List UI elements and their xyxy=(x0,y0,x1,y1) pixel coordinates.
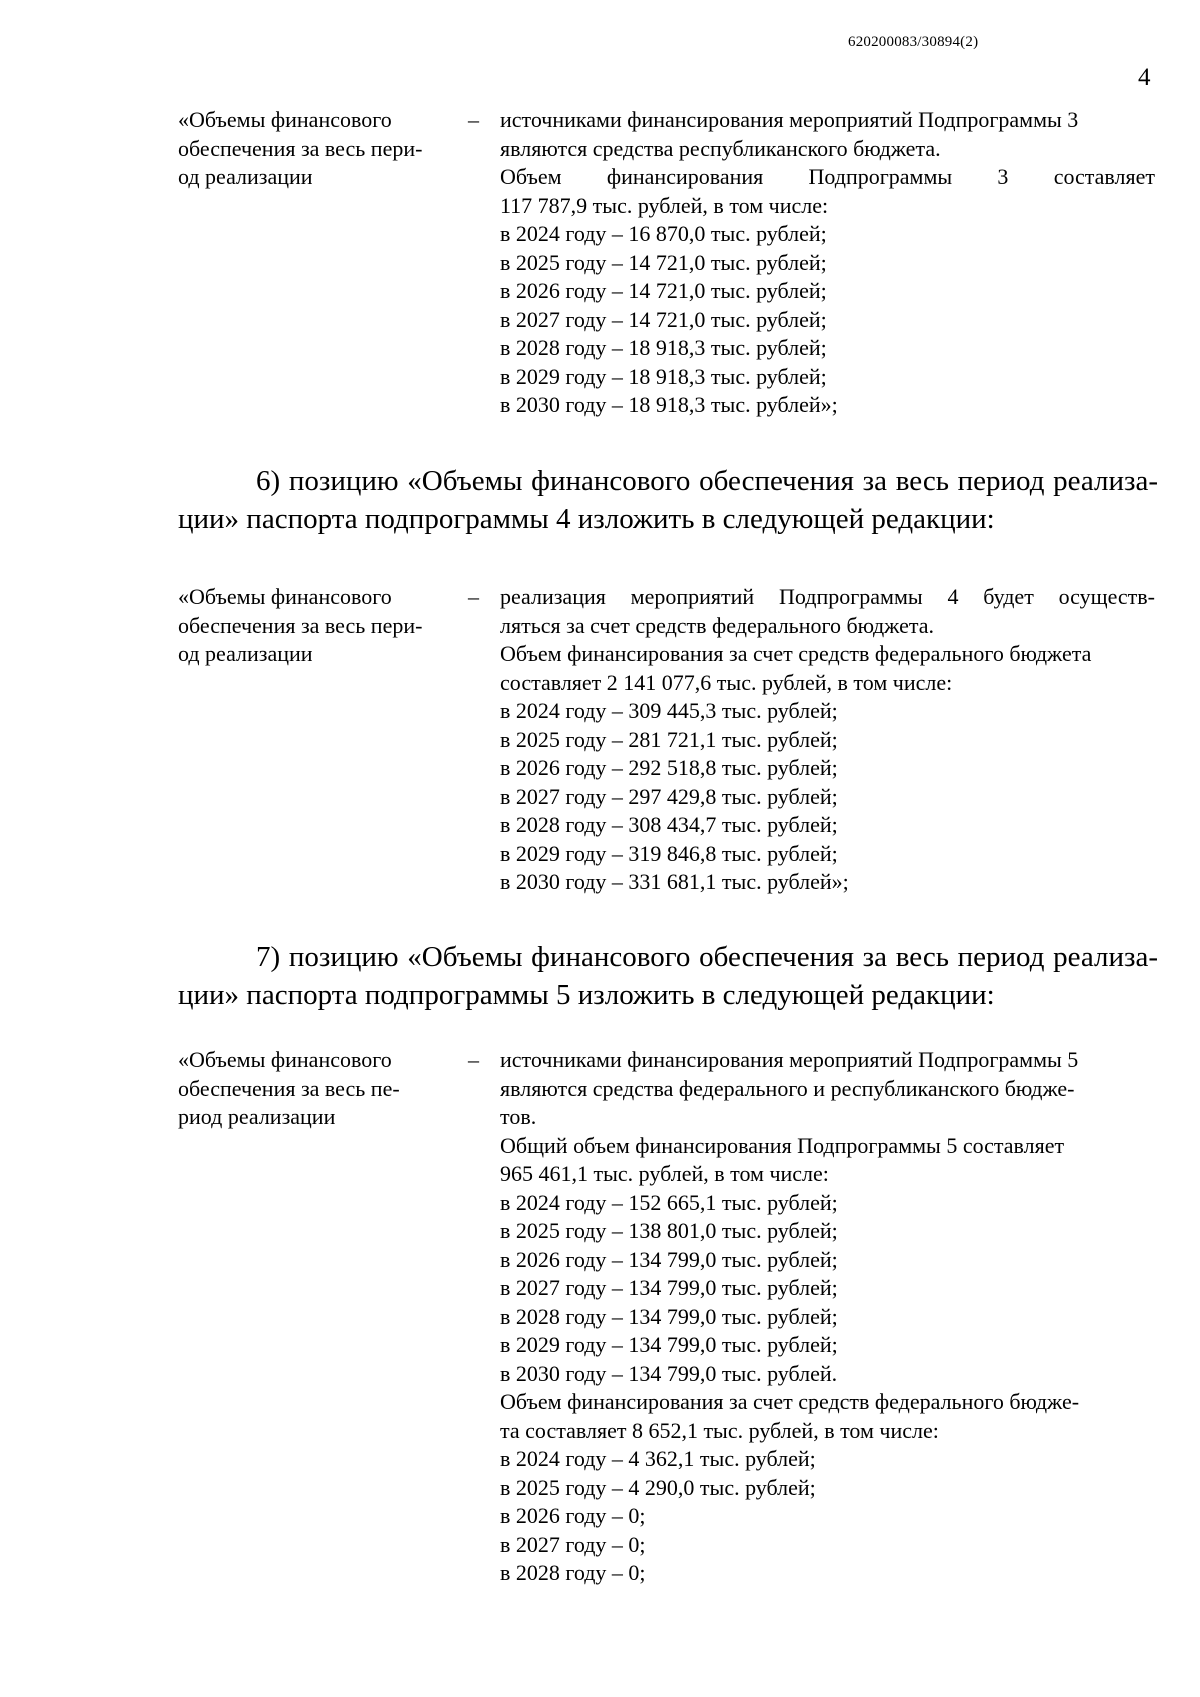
content-line: в 2025 году – 4 290,0 тыс. рублей; xyxy=(500,1474,816,1500)
content-line: в 2025 году – 138 801,0 тыс. рублей; xyxy=(500,1218,838,1243)
label-line: «Объемы финансового xyxy=(178,1047,392,1072)
content-line: в 2026 году – 14 721,0 тыс. рублей; xyxy=(500,278,827,303)
content-line: в 2024 году – 4 362,1 тыс. рублей; xyxy=(500,1446,816,1471)
content-line: в 2024 году – 152 665,1 тыс. рублей; xyxy=(500,1189,838,1215)
content-line: реализация мероприятий Подпрограммы 4 будет осуществ- xyxy=(500,584,1155,609)
label-line: обеспечения за весь пери- xyxy=(178,612,423,638)
content-line: ляться за счет средств федерального бюджета. xyxy=(500,612,934,638)
content-line: Объем финансирования за счет средств федерального бюджета xyxy=(500,641,1092,666)
dash-separator: – xyxy=(468,1047,479,1072)
dash-separator: – xyxy=(468,107,479,132)
content-line: в 2029 году – 319 846,8 тыс. рублей; xyxy=(500,840,838,866)
block-label xyxy=(178,583,468,669)
content-line: составляет 2 141 077,6 тыс. рублей, в том числе: xyxy=(500,669,953,695)
content-line: в 2029 году – 134 799,0 тыс. рублей; xyxy=(500,1332,838,1357)
block-content xyxy=(500,583,1155,897)
label-line: обеспечения за весь пе- xyxy=(178,1075,400,1101)
content-line: в 2028 году – 308 434,7 тыс. рублей; xyxy=(500,812,838,837)
content-line: в 2028 году – 18 918,3 тыс. рублей; xyxy=(500,335,827,360)
content-line: в 2025 году – 14 721,0 тыс. рублей; xyxy=(500,249,827,275)
content-line: в 2027 году – 297 429,8 тыс. рублей; xyxy=(500,783,838,809)
label-line: риод реализации xyxy=(178,1104,336,1129)
paragraph-line: 7) позицию «Объемы финансового обеспечения за весь период реализа- xyxy=(256,941,1158,973)
content-line: в 2024 году – 16 870,0 тыс. рублей; xyxy=(500,221,827,246)
content-line: в 2026 году – 292 518,8 тыс. рублей; xyxy=(500,755,838,780)
content-line: источниками финансирования мероприятий Подпрограммы 3 xyxy=(500,107,1079,132)
label-line: «Объемы финансового xyxy=(178,584,392,609)
content-line: являются средства федерального и республиканского бюдже- xyxy=(500,1075,1075,1101)
label-line: од реализации xyxy=(178,641,313,666)
content-line: та составляет 8 652,1 тыс. рублей, в том числе: xyxy=(500,1417,939,1443)
label-line: обеспечения за весь пери- xyxy=(178,135,423,161)
content-line: в 2030 году – 331 681,1 тыс. рублей»; xyxy=(500,869,849,894)
block-content xyxy=(500,1046,1155,1588)
content-line: Общий объем финансирования Подпрограммы 5 составляет xyxy=(500,1132,1065,1158)
page-number: 4 xyxy=(1138,64,1151,91)
paragraph-line: ции» паспорта подпрограммы 4 изложить в следующей редакции: xyxy=(178,503,995,535)
content-line: в 2025 году – 281 721,1 тыс. рублей; xyxy=(500,726,838,752)
block-label xyxy=(178,1046,468,1132)
content-line: в 2027 году – 14 721,0 тыс. рублей; xyxy=(500,306,827,332)
content-line: Объем финансирования за счет средств федерального бюдже- xyxy=(500,1389,1080,1414)
content-line: в 2026 году – 134 799,0 тыс. рублей; xyxy=(500,1246,838,1272)
content-line: тов. xyxy=(500,1104,537,1129)
paragraph-line: 6) позицию «Объемы финансового обеспечения за весь период реализа- xyxy=(256,465,1158,497)
content-line: в 2027 году – 0; xyxy=(500,1531,646,1557)
content-line: Объем финансирования Подпрограммы 3 составляет xyxy=(500,164,1155,189)
content-line: в 2027 году – 134 799,0 тыс. рублей; xyxy=(500,1275,838,1300)
block-content xyxy=(500,106,1155,420)
block-label xyxy=(178,106,468,192)
paragraph-7 xyxy=(178,938,1158,1014)
content-line: 965 461,1 тыс. рублей, в том числе: xyxy=(500,1161,829,1186)
label-line: од реализации xyxy=(178,164,313,189)
content-line: 117 787,9 тыс. рублей, в том числе: xyxy=(500,192,829,218)
content-line: в 2030 году – 134 799,0 тыс. рублей. xyxy=(500,1360,838,1386)
content-line: в 2029 году – 18 918,3 тыс. рублей; xyxy=(500,363,827,389)
dash-separator: – xyxy=(468,584,479,609)
label-line: «Объемы финансового xyxy=(178,107,392,132)
content-line: в 2024 году – 309 445,3 тыс. рублей; xyxy=(500,698,838,723)
paragraph-6 xyxy=(178,462,1158,538)
content-line: в 2028 году – 0; xyxy=(500,1560,646,1585)
content-line: в 2030 году – 18 918,3 тыс. рублей»; xyxy=(500,392,838,417)
content-line: источниками финансирования мероприятий Подпрограммы 5 xyxy=(500,1047,1079,1072)
document-number: 620200083/30894(2) xyxy=(848,34,979,50)
content-line: в 2026 году – 0; xyxy=(500,1503,646,1528)
content-line: в 2028 году – 134 799,0 тыс. рублей; xyxy=(500,1303,838,1329)
paragraph-line: ции» паспорта подпрограммы 5 изложить в следующей редакции: xyxy=(178,979,995,1011)
content-line: являются средства республиканского бюджета. xyxy=(500,135,941,161)
